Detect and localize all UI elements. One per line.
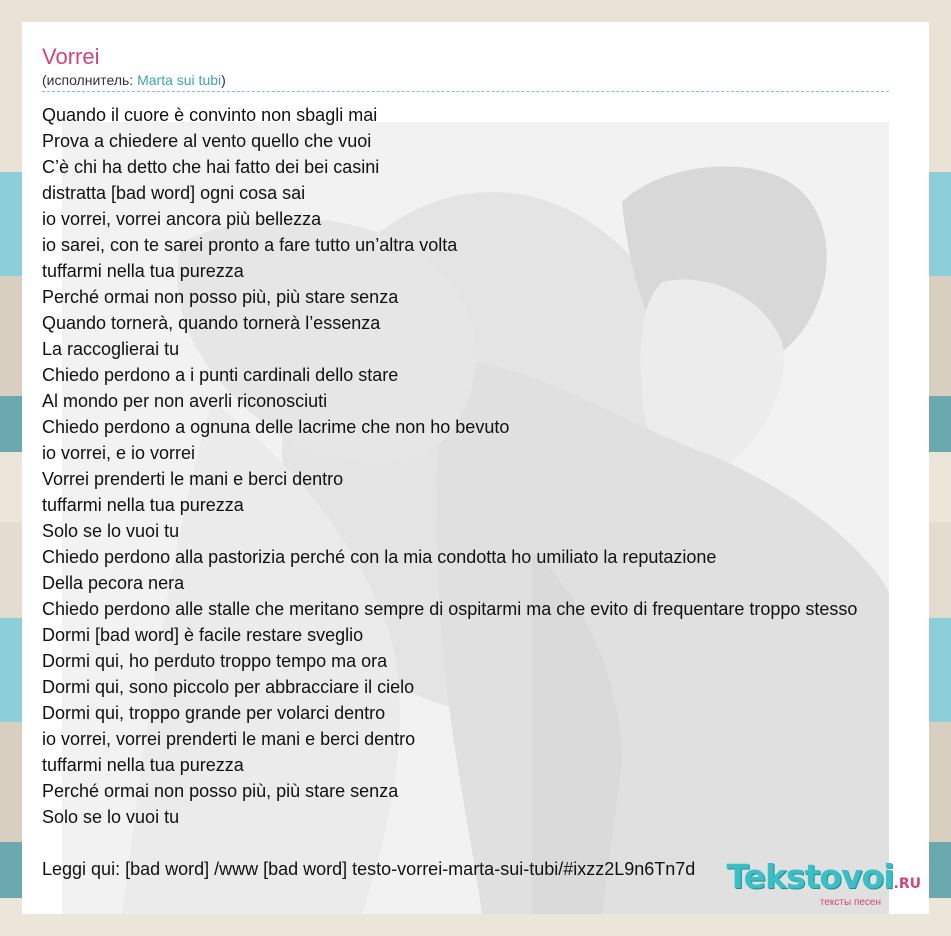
lyric-line: Chiedo perdono alla pastorizia perché con la mia condotta ho umiliato la reputazione (42, 547, 717, 567)
lyric-line: Quando il cuore è convinto non sbagli mai (42, 105, 378, 125)
lyric-line: Dormi [bad word] è facile restare sveglio (42, 625, 364, 645)
lyric-line: tuffarmi nella tua purezza (42, 495, 244, 515)
lyric-line: Chiedo perdono a ognuna delle lacrime che non ho bevuto (42, 417, 510, 437)
lyric-line: io vorrei, vorrei ancora più bellezza (42, 209, 322, 229)
lyric-line: Solo se lo vuoi tu (42, 521, 180, 541)
lyric-line: tuffarmi nella tua purezza (42, 755, 244, 775)
lyric-line: Solo se lo vuoi tu (42, 807, 180, 827)
lyric-line: Chiedo perdono a i punti cardinali dello stare (42, 365, 399, 385)
lyric-line: Perché ormai non posso più, più stare senza (42, 781, 399, 801)
meta-prefix: (исполнитель: (42, 72, 138, 88)
lyric-line: La raccoglierai tu (42, 339, 180, 359)
lyrics-text (42, 102, 929, 882)
lyric-line: io vorrei, e io vorrei (42, 443, 196, 463)
meta-suffix: ) (221, 72, 226, 88)
lyric-line: Chiedo perdono alle stalle che meritano sempre di ospitarmi ma che evito di frequentare troppo stesso (42, 599, 858, 619)
lyric-line: Al mondo per non averli riconosciuti (42, 391, 328, 411)
lyric-line: tuffarmi nella tua purezza (42, 261, 244, 281)
source-link-line[interactable]: Leggi qui: [bad word] /www [bad word] testo-vorrei-marta-sui-tubi/#ixzz2L9n6Tn7d (42, 859, 696, 879)
lyric-line: Dormi qui, troppo grande per volarci dentro (42, 703, 386, 723)
site-logo[interactable] (726, 857, 921, 908)
lyrics-card (22, 22, 929, 914)
logo-name: Tekstovoi (726, 857, 894, 896)
lyric-blank-line (42, 830, 929, 856)
lyric-line: io sarei, con te sarei pronto a fare tutto un’altra volta (42, 235, 458, 255)
lyric-line: Perché ormai non posso più, più stare senza (42, 287, 399, 307)
lyric-line: Prova a chiedere al vento quello che vuoi (42, 131, 372, 151)
lyric-line: Vorrei prenderti le mani e berci dentro (42, 469, 344, 489)
lyric-line: io vorrei, vorrei prenderti le mani e berci dentro (42, 729, 416, 749)
lyric-line: Dormi qui, sono piccolo per abbracciare il cielo (42, 677, 415, 697)
song-title: Vorrei (42, 44, 100, 69)
lyric-line: distratta [bad word] ogni cosa sai (42, 183, 306, 203)
artist-link[interactable]: Marta sui tubi (137, 72, 222, 88)
lyric-line: Quando tornerà, quando tornerà l’essenza (42, 313, 381, 333)
song-meta (42, 72, 889, 92)
logo-tld: .RU (893, 876, 921, 892)
lyric-line: C’è chi ha detto che hai fatto dei bei casini (42, 157, 380, 177)
lyric-line: Dormi qui, ho perduto troppo tempo ma ora (42, 651, 388, 671)
logo-tagline: тексты песен (819, 897, 881, 908)
lyric-line: Della pecora nera (42, 573, 185, 593)
